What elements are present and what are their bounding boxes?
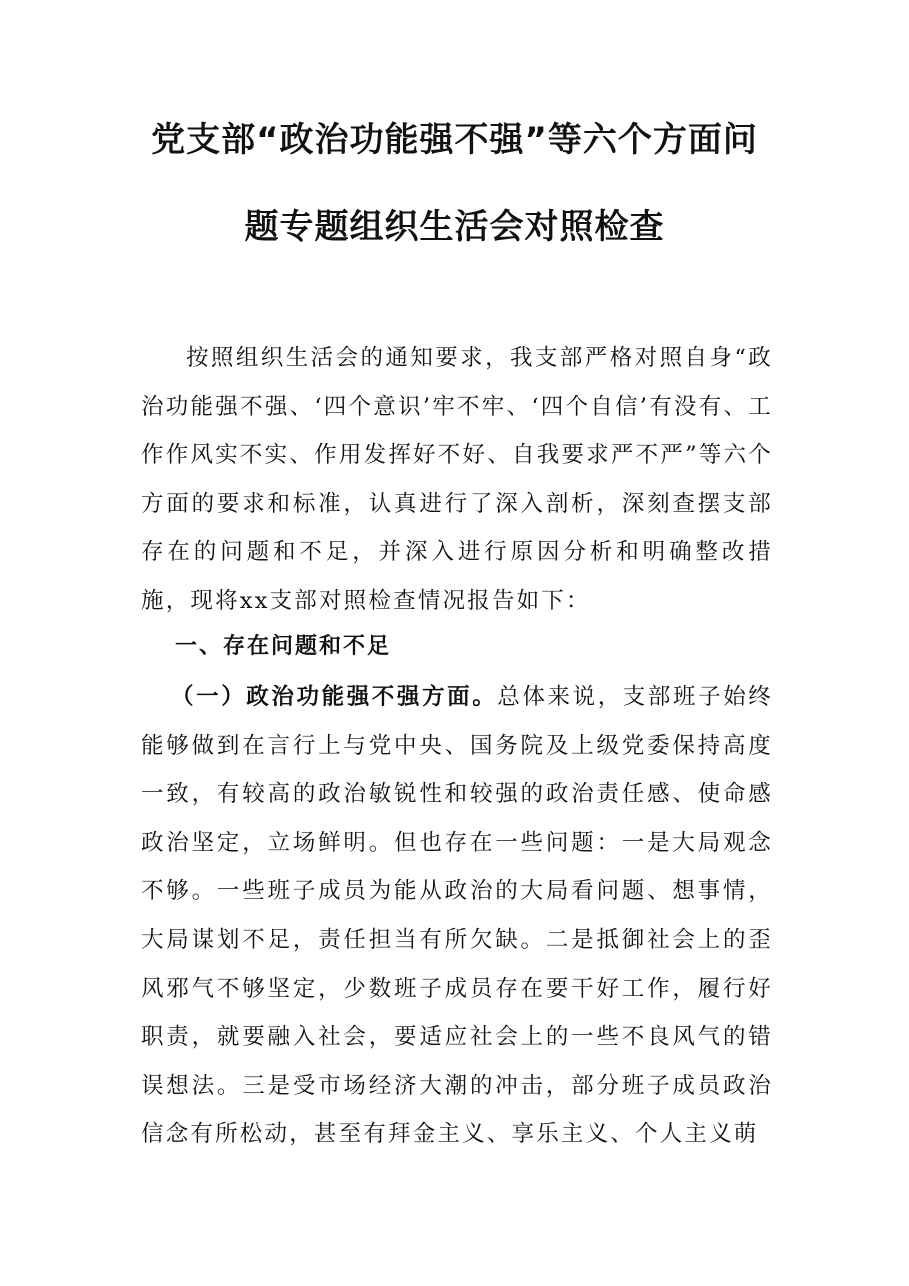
subsection-lead: （一）政治功能强不强方面。	[171, 684, 498, 710]
subsection-body: 总体来说，支部班子始终能够做到在言行上与党中央、国务院及上级党委保持高度一致，有较高的政治敏锐性和较强的政治责任感、使命感政治坚定，立场鲜明。但也存在一些问题：一是大局观念不够。一些班子成员为能从政治的大局看问题、想事情，大局谋划不足，责任担当有所欠缺。二是抵御社会上的歪风邪气不够坚定，少数班子成员存在要干好工作，履行好职责，就要融入社会，要适应社会上的一些不良风气的错误想法。三是受市场经济大潮的冲击，部分班子成员政治信念有所松动，甚至有拜金主义、享乐主义、个人主义萌	[141, 684, 773, 1148]
section-heading-problems: 一、存在问题和不足	[175, 634, 392, 659]
document-title-line-1: 党支部“政治功能强不强”等六个方面问	[151, 120, 758, 160]
document-title-line-2: 题专题组织生活会对照检查	[244, 207, 665, 247]
intro-paragraph: 按照组织生活会的通知要求，我支部严格对照自身“政治功能强不强、‘四个意识’牢不牢、‘四个自信’有没有、工作作风实不实、作用发挥好不好、自我要求严不严”等六个方面的要求和标准，认真进行了深入剖析，深刻查摆支部存在的问题和不足，并深入进行原因分析和明确整改措施，现将xx支部对照检查情况报告如下：	[141, 345, 773, 614]
subsection-political-function	[141, 673, 773, 1159]
